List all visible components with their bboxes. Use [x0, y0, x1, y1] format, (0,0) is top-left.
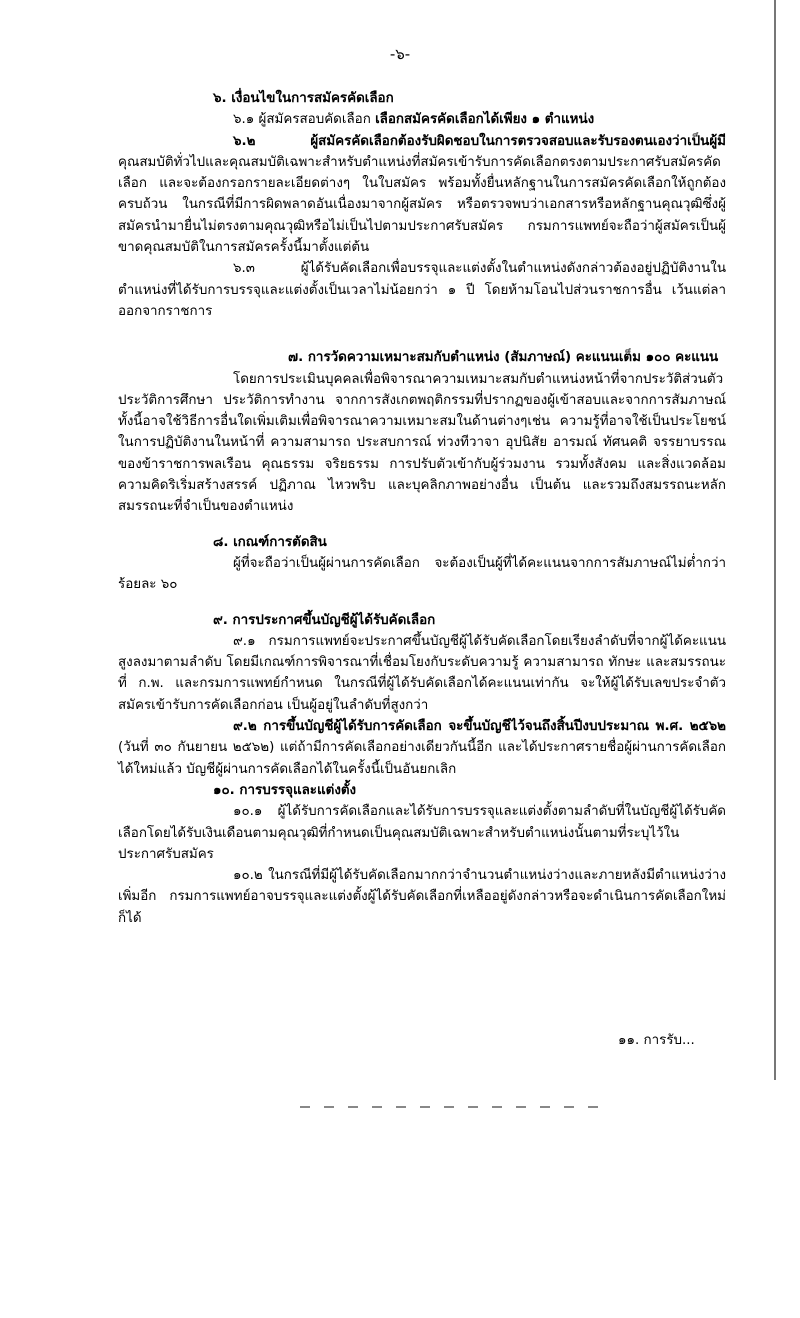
section-6-2-paragraph: [118, 131, 726, 259]
section-10-1-paragraph: ๑๐.๑ ผู้ได้รับการคัดเลือกและได้รับการบรรจุและแต่งตั้งตามลำดับที่ในบัญชีผู้ได้รับคัดเลือกโดยได้รับเงินเดือนตามคุณวุฒิที่กำหนดเป็นคุณสมบัติเฉพาะสำหรับตำแหน่งนั้นตามที่ระบุไว้ในประกาศรับสมัคร: [118, 804, 726, 862]
section-6-1-bold: เลือกสมัครคัดเลือกได้เพียง ๑ ตำแหน่ง: [375, 112, 595, 128]
section-6-2-text: คุณสมบัติทั่วไปและคุณสมบัติเฉพาะสำหรับตำแหน่งที่สมัครเข้ารับการคัดเลือกตรงตามประกาศรับสมัครคัดเลือก และจะต้องกรอกรายละเอียดต่างๆ ในใบสมัคร พร้อมทั้งยื่นหลักฐานในการสมัครคัดเลือกให้ถูกต้องครบถ้วน ในกรณีที่มีการผิดพลาดอันเนื่องมาจากผู้สมัคร หรือตรวจพบว่าเอกสารหรือหลักฐานคุณวุฒิซึ่งผู้สมัครนำมายื่นไม่ตรงตามคุณวุฒิหรือไม่เป็นไปตามประกาศรับสมัคร กรมการแพทย์จะถือว่าผู้สมัครเป็นผู้ขาดคุณสมบัติในการสมัครครั้งนี้มาตั้งแต่ต้น: [118, 154, 726, 256]
section-8-heading: ๘. เกณฑ์การตัดสิน: [213, 534, 327, 550]
section-6-2-bold: ๖.๒ ผู้สมัครคัดเลือกต้องรับผิดชอบในการตรวจสอบและรับรองตนเองว่าเป็นผู้มี: [233, 133, 726, 149]
section-9-heading: ๙. การประกาศขึ้นบัญชีผู้ได้รับคัดเลือก: [213, 612, 436, 628]
section-10-heading: ๑๐. การบรรจุและแต่งตั้ง: [213, 782, 357, 798]
section-6-1-lead: ๖.๑ ผู้สมัครสอบคัดเลือก: [233, 112, 376, 128]
section-6-3-paragraph: ๖.๓ ผู้ได้รับคัดเลือกเพื่อบรรจุและแต่งตั้งในตำแหน่งดังกล่าวต้องอยู่ปฏิบัติงานในตำแหน่งที่ได้รับการบรรจุและแต่งตั้งเป็นเวลาไม่น้อยกว่า ๑ ปี โดยห้ามโอนไปส่วนราชการอื่น เว้นแต่ลาออกจากราชการ: [118, 261, 726, 319]
page-number: -๖-: [389, 45, 411, 63]
document-body: [118, 88, 726, 929]
section-9-2-text: (วันที่ ๓๐ กันยายน ๒๕๖๒) แต่ถ้ามีการคัดเลือกอย่างเดียวกันนี้อีก และได้ประกาศรายชื่อผู้ผ่านการคัดเลือกได้ใหม่แล้ว บัญชีผู้ผ่านการคัดเลือกได้ในครั้งนี้เป็นอันยกเลิก: [118, 740, 726, 777]
section-10-2-paragraph: ๑๐.๒ ในกรณีที่มีผู้ได้รับคัดเลือกมากกว่าจำนวนตำแหน่งว่างและภายหลังมีตำแหน่งว่างเพิ่มอีก กรมการแพทย์อาจบรรจุและแต่งตั้งผู้ได้รับคัดเลือกที่เหลืออยู่ดังกล่าวหรือจะดำเนินการคัดเลือกใหม่ก็ได้: [118, 868, 726, 926]
scan-artifact-dashes: [300, 1106, 600, 1108]
section-8-paragraph: ผู้ที่จะถือว่าเป็นผู้ผ่านการคัดเลือก จะต้องเป็นผู้ที่ได้คะแนนจากการสัมภาษณ์ไม่ต่ำกว่าร้อยละ ๖๐: [118, 555, 726, 593]
section-6-1-paragraph: [118, 109, 726, 130]
section-6-heading: ๖. เงื่อนไขในการสมัครคัดเลือก: [213, 91, 394, 106]
section-9-2-bold: ๙.๒ การขึ้นบัญชีผู้ได้รับการคัดเลือก จะขึ้นบัญชีไว้จนถึงสิ้นปีงบประมาณ พ.ศ. ๒๕๖๒: [233, 719, 726, 735]
section-7-heading: ๗. การวัดความเหมาะสมกับตำแหน่ง (สัมภาษณ์) คะแนนเต็ม ๑๐๐ คะแนน: [288, 350, 719, 366]
continued-next-page: ๑๑. การรับ...: [618, 1033, 695, 1048]
scan-edge-line: [774, 0, 776, 1080]
section-9-1-paragraph: ๙.๑ กรมการแพทย์จะประกาศขึ้นบัญชีผู้ได้รับคัดเลือกโดยเรียงลำดับที่จากผู้ได้คะแนนสูงลงมาตามลำดับ โดยมีเกณฑ์การพิจารณาที่เชื่อมโยงกับระดับความรู้ ความสามารถ ทักษะ และสมรรถนะที่ ก.พ. และกรมการแพทย์กำหนด ในกรณีที่ผู้ได้รับคัดเลือกได้คะแนนเท่ากัน จะให้ผู้ได้รับเลขประจำตัวสมัครเข้ารับการคัดเลือกก่อน เป็นผู้อยู่ในลำดับที่สูงกว่า: [118, 633, 726, 713]
section-7-paragraph: โดยการประเมินบุคคลเพื่อพิจารณาความเหมาะสมกับตำแหน่งหน้าที่จากประวัติส่วนตัว ประวัติการศึกษา ประวัติการทำงาน จากการสังเกตพฤติกรรมที่ปรากฏของผู้เข้าสอบและจากการสัมภาษณ์ ทั้งนี้อาจใช้วิธีการอื่นใดเพิ่มเติมเพื่อพิจารณาความเหมาะสมในด้านต่างๆเช่น ความรู้ที่อาจใช้เป็นประโยชน์ในการปฏิบัติงานในหน้าที่ ความสามารถ ประสบการณ์ ท่วงทีวาจา อุปนิสัย อารมณ์ ทัศนคติ จรรยาบรรณของข้าราชการพลเรือน คุณธรรม จริยธรรม การปรับตัวเข้ากับผู้ร่วมงาน รวมทั้งสังคม และสิ่งแวดล้อม ความคิดริเริ่มสร้างสรรค์ ปฏิภาณ ไหวพริบ และบุคลิกภาพอย่างอื่น เป็นต้น และรวมถึงสมรรถนะหลักสมรรถนะที่จำเป็นของตำแหน่ง: [118, 371, 726, 515]
section-9-2-paragraph: [118, 716, 726, 780]
